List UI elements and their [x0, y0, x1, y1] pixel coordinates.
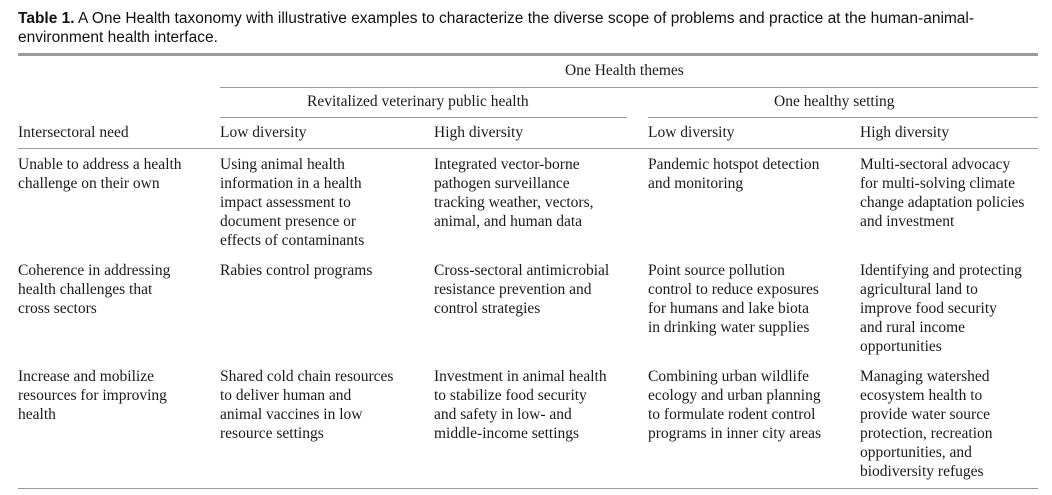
top-rule: [18, 53, 1038, 56]
group-header-setting: One healthy setting: [774, 93, 895, 110]
table-cell: Point source pollution control to reduce exposures for humans and lake biota in drinking water supplies: [648, 262, 819, 336]
table-cell: Managing watershed ecosystem health to provide water source protection, recreation opportunities, and biodiversity refuges: [860, 368, 993, 480]
table-cell: Cross-sectoral antimicrobial resistance prevention and control strategies: [434, 262, 610, 317]
caption-text: A One Health taxonomy with illustrative examples to characterize the diverse scope of problems and practice at the human-animal-environment health interface.: [18, 10, 975, 46]
group-rule-left: [220, 117, 627, 118]
themes-header: One Health themes: [565, 62, 684, 79]
table-cell: Increase and mobilize resources for improving health: [18, 368, 167, 423]
themes-rule: [220, 87, 1038, 88]
table-cell: Shared cold chain resources to deliver human and animal vaccines in low resource settings: [220, 368, 394, 442]
table-cell: Coherence in addressing health challenges that cross sectors: [18, 262, 171, 317]
column-header-vet-high: High diversity: [434, 124, 524, 141]
table-cell: Pandemic hotspot detection and monitoring: [648, 156, 820, 192]
column-header-setting-high: High diversity: [860, 124, 950, 141]
bottom-rule: [18, 488, 1038, 489]
column-header-setting-low: Low diversity: [648, 124, 735, 141]
table-cell: Multi-sectoral advocacy for multi-solving climate change adaptation policies and investment: [860, 156, 1025, 230]
table-cell: Using animal health information in a health impact assessment to document presence or effects of contaminants: [220, 156, 365, 249]
header-rule: [18, 148, 1038, 149]
table-cell: Integrated vector-borne pathogen surveillance tracking weather, vectors, animal, and human data: [434, 156, 594, 230]
group-rule-right: [648, 117, 1038, 118]
table-cell: Unable to address a health challenge on their own: [18, 156, 182, 192]
table-caption: [18, 9, 1038, 47]
group-header-veterinary: Revitalized veterinary public health: [307, 93, 529, 110]
table-cell: Combining urban wildlife ecology and urban planning to formulate rodent control programs in inner city areas: [648, 368, 822, 442]
column-header-need: Intersectoral need: [18, 124, 129, 141]
caption-label: Table 1.: [18, 10, 75, 27]
table-cell: Investment in animal health to stabilize food security and safety in low- and middle-income settings: [434, 368, 607, 442]
column-header-vet-low: Low diversity: [220, 124, 307, 141]
table-cell: Identifying and protecting agricultural land to improve food security and rural income opportunities: [860, 262, 1022, 355]
table-cell: Rabies control programs: [220, 262, 373, 279]
